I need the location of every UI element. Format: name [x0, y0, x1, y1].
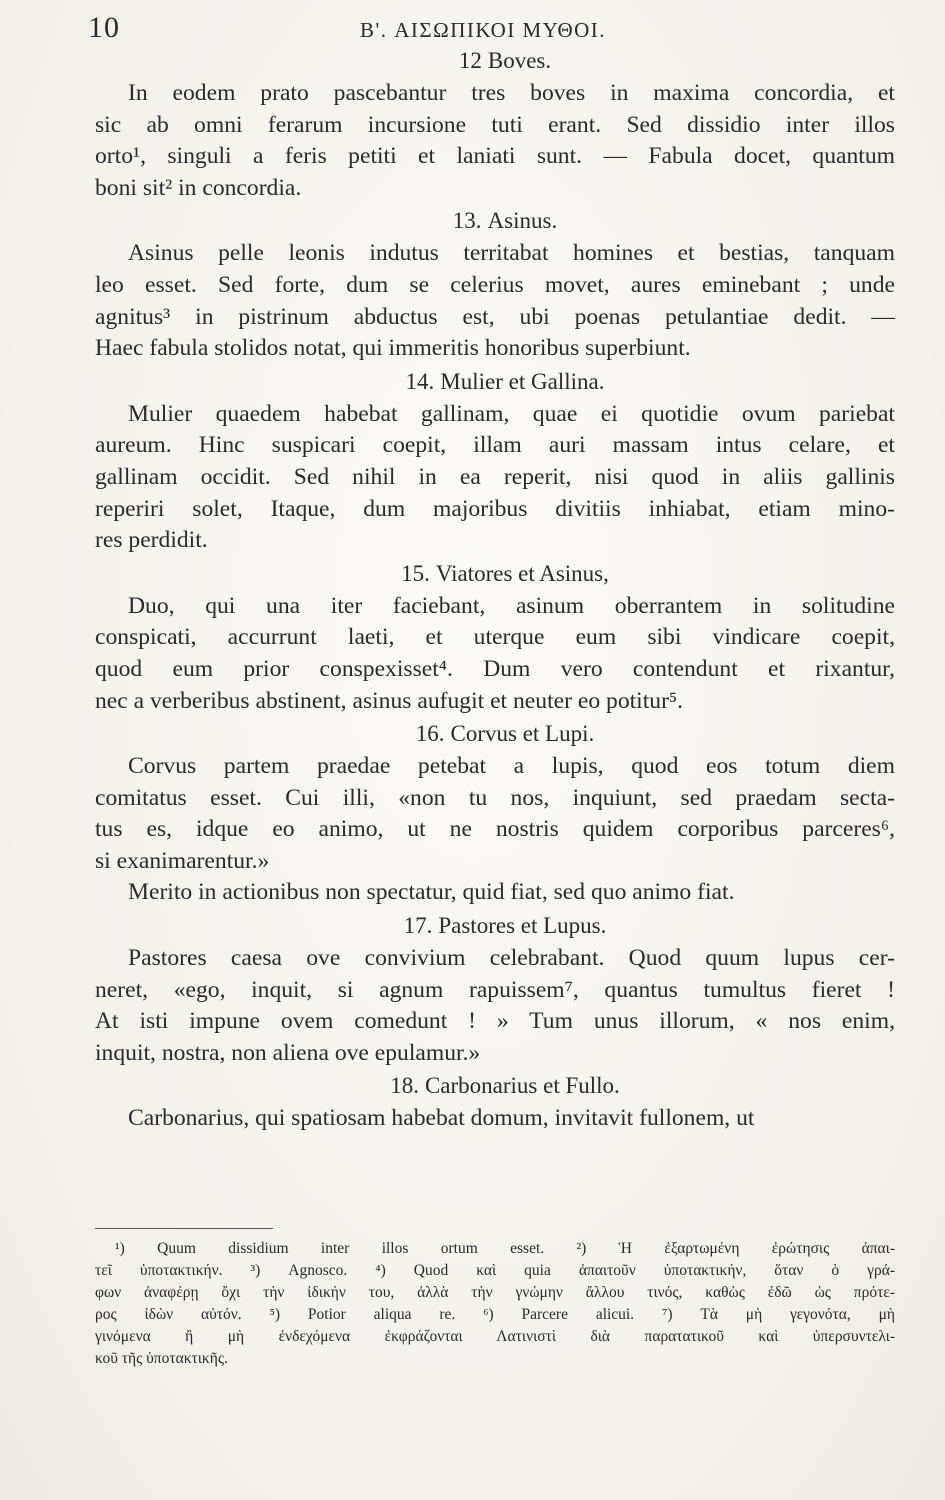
text-line: si exanimarentur.»: [95, 847, 270, 874]
fable-title: [95, 44, 895, 78]
fable-title: [95, 557, 895, 591]
running-head: B'. ΑΙΣΩΠΙΚΟΙ ΜΥΘΟΙ.: [359, 18, 607, 42]
fable-number: 14.: [405, 368, 435, 394]
text-line: comitatus esset. Cui illi, «non tu nos, inquiunt, sed praedam secta-: [95, 784, 895, 811]
text-line: Corvus partem praedae petebat a lupis, quod eos totum diem: [128, 753, 895, 780]
text-line: Pastores caesa ove convivium celebrabant. Quod quum lupus cer-: [128, 945, 895, 972]
text-line: quod eum prior conspexisset⁴. Dum vero contendunt et rixantur,: [95, 655, 895, 682]
text-line: gallinam occidit. Sed nihil in ea reperit, nisi quod in aliis gallinis: [95, 463, 895, 490]
fable-paragraph: [95, 238, 895, 364]
fable-paragraph: [95, 751, 895, 877]
fable-paragraph: [95, 877, 895, 909]
footnote-line: τεῖ ὑποτακτικήν. ³) Agnosco. ⁴) Quod καὶ quia ἀπαιτοῦν ὑποτακτικήν, ὅταν ὁ γρά-: [95, 1262, 895, 1279]
fable-title-text: Pastores et Lupus.: [438, 913, 607, 939]
text-line: neret, «ego, inquit, si agnum rapuissem⁷, quantus tumultus fieret !: [95, 976, 895, 1003]
text-line: tus es, idque eo animo, ut ne nostris quidem corporibus parceres⁶,: [95, 816, 895, 843]
text-line: Mulier quaedem habebat gallinam, quae ei quotidie ovum pariebat: [128, 400, 895, 427]
fable-title-text: Corvus et Lupi.: [450, 721, 595, 747]
fable-number: 18.: [390, 1073, 419, 1099]
fable-paragraph: [95, 78, 895, 204]
text-line: Carbonarius, qui spatiosam habebat domum, invitavit fullonem, ut: [128, 1105, 755, 1132]
fable-number: 13.: [452, 208, 482, 234]
text-line: inquit, nostra, non aliena ove epulamur.»: [95, 1039, 481, 1066]
fable-paragraph: [95, 591, 895, 717]
fable-paragraph: [95, 399, 895, 557]
fable-number: 17.: [403, 913, 433, 939]
text-line: sic ab omni ferarum incursione tuti erant. Sed dissidio inter illos: [95, 111, 895, 138]
text-line: aureum. Hinc suspicari coepit, illam auri massam intus celare, et: [95, 432, 895, 459]
fable-title-text: Mulier et Gallina.: [440, 368, 605, 394]
text-line: res perdidit.: [95, 527, 208, 554]
fable-number: 15.: [401, 560, 430, 586]
footnote-line: κοῦ τῆς ὑποτακτικῆς.: [95, 1350, 228, 1367]
text-line: orto¹, singuli a feris petiti et laniati sunt. — Fabula docet, quantum: [95, 143, 895, 170]
fable-title-text: Carbonarius et Fullo.: [424, 1073, 620, 1099]
text-line: boni sit² in concordia.: [95, 174, 302, 201]
fable-number: 16.: [415, 721, 445, 747]
fable-number: 12: [458, 48, 482, 73]
fable-title-text: Viatores et Asinus,: [435, 560, 609, 586]
text-line: Duo, qui una iter faciebant, asinum oberrantem in solitudine: [128, 592, 895, 619]
text-line: reperiri solet, Itaque, dum majoribus divitiis inhiabat, etiam mino-: [95, 495, 895, 522]
text-line: At isti impune ovem comedunt ! » Tum unus illorum, « nos enim,: [95, 1008, 895, 1035]
footnote-rule: [95, 1228, 273, 1229]
text-line: Asinus pelle leonis indutus territabat homines et bestias, tanquam: [128, 240, 895, 267]
text-line: In eodem prato pascebantur tres boves in maxima concordia, et: [128, 80, 895, 106]
fable-paragraph: [95, 943, 895, 1069]
text-line: Merito in actionibus non spectatur, quid fiat, sed quo animo fiat.: [128, 879, 735, 906]
fable-paragraph: [95, 1103, 895, 1135]
fable-title-text: Asinus.: [487, 208, 558, 234]
text-line: conspicati, accurrunt laeti, et uterque eum sibi vindicare coepit,: [95, 624, 895, 651]
fable-title: [95, 204, 895, 238]
footnote-line: ρος ἰδὼν αὐτόν. ⁵) Potior aliqua re. ⁶) Parcere alicui. ⁷) Τὰ μὴ γεγονότα, μὴ: [95, 1306, 895, 1323]
footnote-line: φων ἀναφέρῃ ὄχι τὴν ἰδικήν του, ἀλλὰ τὴν γνώμην ἄλλου τινός, καθὼς ἐδῶ ὡς πρότε-: [95, 1284, 895, 1301]
text-line: agnitus³ in pistrinum abductus est, ubi poenas petulantiae dedit. —: [95, 303, 895, 330]
text-line: nec a verberibus abstinent, asinus aufugit et neuter eo potitur⁵.: [95, 687, 684, 714]
text-line: Haec fabula stolidos notat, qui immeritis honoribus superbiunt.: [95, 335, 691, 362]
fable-title: [95, 365, 895, 399]
page-number: 10: [88, 11, 120, 44]
fable-title: [95, 1069, 895, 1103]
fable-title: [95, 909, 895, 943]
fable-title: [95, 717, 895, 751]
footnote-line: ¹) Quum dissidium inter illos ortum esset. ²) Ἡ ἐξαρτωμένη ἐρώτησις ἀπαι-: [115, 1240, 895, 1257]
fables-body: [95, 44, 895, 1135]
text-line: leo esset. Sed forte, dum se celerius movet, aures eminebant ; unde: [95, 271, 895, 298]
footnotes: [95, 1238, 895, 1370]
footnote-line: γινόμενα ἢ μὴ ἐνδεχόμενα ἐκφράζονται Λατινιστὶ διὰ παρατατικοῦ καὶ ὑπερσυντελι-: [95, 1328, 895, 1345]
fable-title-text: Boves.: [487, 48, 552, 73]
